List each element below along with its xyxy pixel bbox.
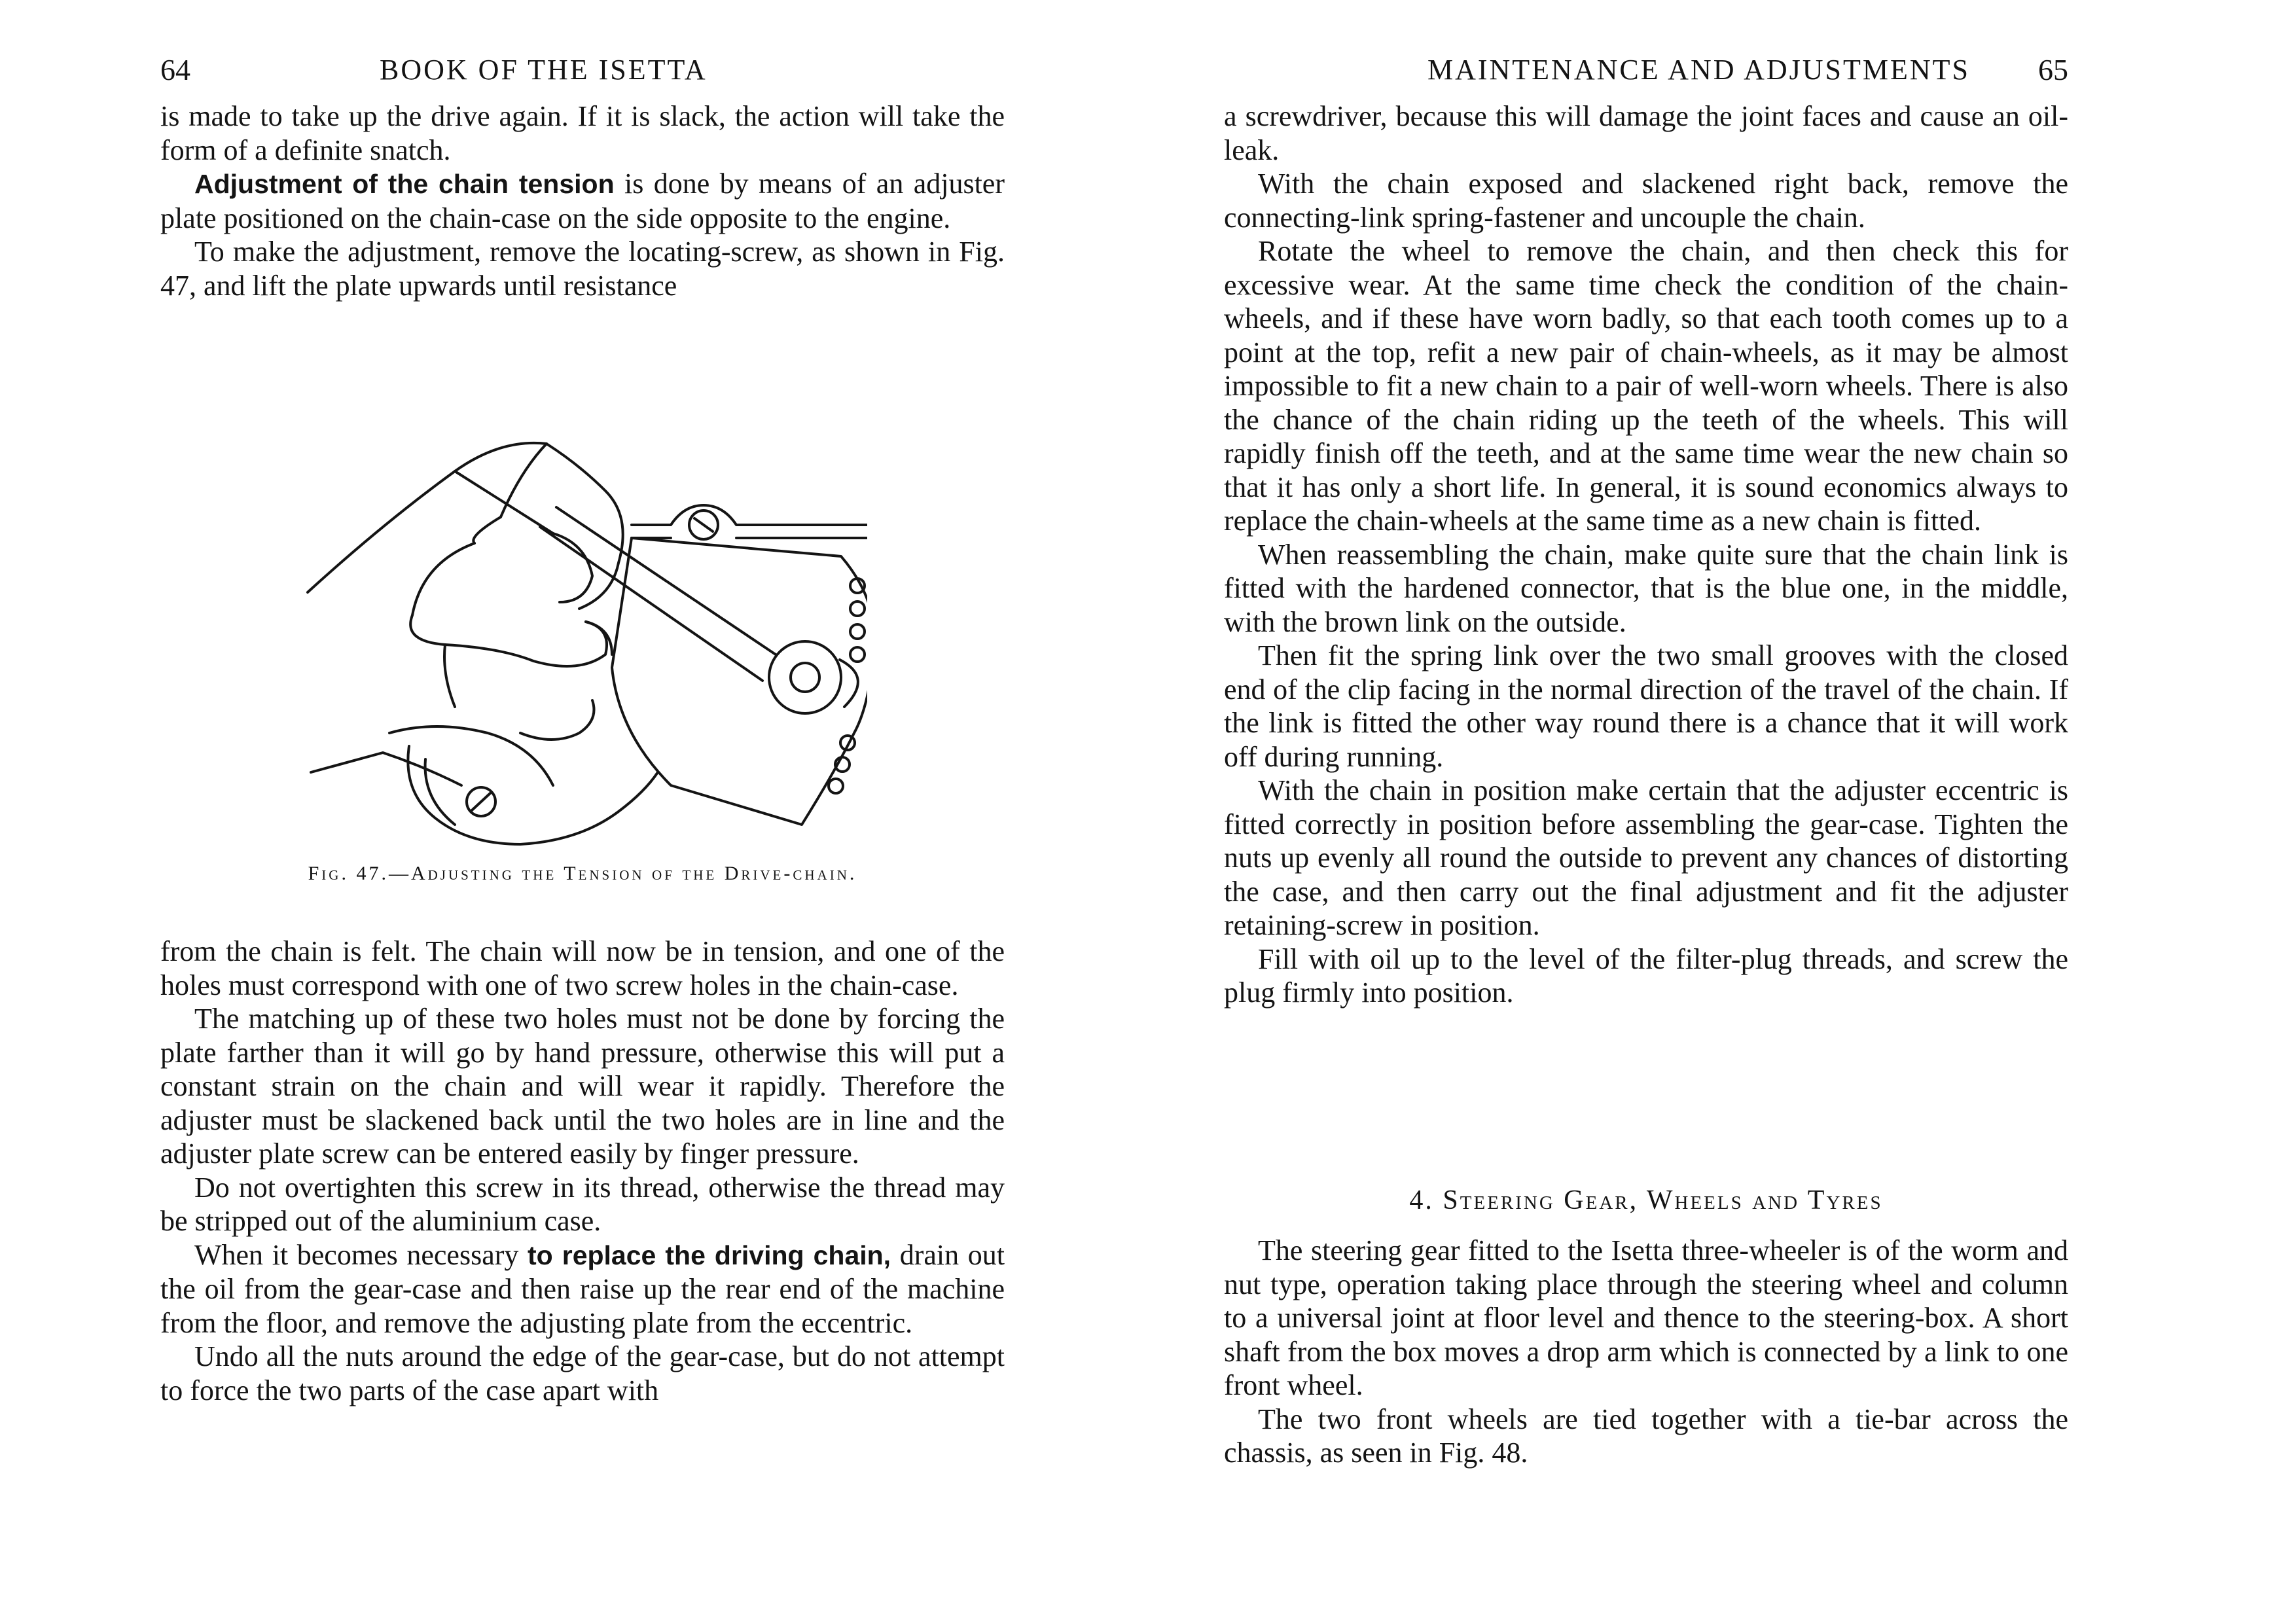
right-top-text bbox=[1224, 99, 2068, 1010]
paragraph: The steering gear fitted to the Isetta three-wheeler is of the worm and nut type, operation taking place through the steering wheel and column to a universal joint at floor level and thence to the steering-box. A short shaft from the box moves a drop arm which is connected by a link to one front wheel. bbox=[1224, 1234, 2068, 1401]
page-number: 65 bbox=[2038, 53, 2068, 86]
paragraph: When it becomes necessary to replace the driving chain, drain out the oil from the gear-case and then raise up the rear end of the machine from the floor, and remove the adjusting plate from the eccentric. bbox=[160, 1238, 1005, 1339]
left-bottom-text bbox=[160, 935, 1005, 1407]
paragraph: With the chain exposed and slackened right back, remove the connecting-link spring-fastener and uncouple the chain. bbox=[1224, 168, 2068, 234]
paragraph: Adjustment of the chain tension is done by means of an adjuster plate positioned on the chain-case on the side opposite to the engine. bbox=[160, 168, 1005, 234]
paragraph: To make the adjustment, remove the locating-screw, as shown in Fig. 47, and lift the plate upwards until resistance bbox=[160, 236, 1005, 302]
running-head: BOOK OF THE ISETTA bbox=[380, 54, 708, 86]
right-section-text bbox=[1224, 1234, 2068, 1470]
left-top-text bbox=[160, 99, 1005, 302]
paragraph: With the chain in position make certain that the adjuster eccentric is fitted correctly in position before assembling the gear-case. Tighten the nuts up evenly all round the outside to prevent any chances of distorting the case, and then carry out the final adjustment and fit the adjuster retaining-screw in position. bbox=[1224, 774, 2068, 941]
paragraph: The two front wheels are tied together with a tie-bar across the chassis, as seen in Fig. 48. bbox=[1224, 1403, 2068, 1469]
paragraph: Undo all the nuts around the edge of the gear-case, but do not attempt to force the two parts of the case apart with bbox=[160, 1340, 1005, 1406]
section-heading: 4. Steering Gear, Wheels and Tyres bbox=[1409, 1185, 1883, 1215]
bold-term: to replace the driving chain, bbox=[528, 1240, 891, 1270]
paragraph: from the chain is felt. The chain will now be in tension, and one of the holes must correspond with one of two screw holes in the chain-case. bbox=[160, 935, 1005, 1001]
paragraph: Rotate the wheel to remove the chain, and then check this for excessive wear. At the same time check the condition of the chain-wheels, and if these have worn badly, so that each tooth comes up to a point at the top, refit a new pair of chain-wheels, as it may be almost impossible to fit a new chain to a pair of well-worn wheels. There is also the chance of the chain riding up the teeth of the wheels. This will rapidly finish off the teeth, and at the same time wear the new chain so that it has only a short life. In general, it is sound economics always to replace the chain-wheels at the same time as a new chain is fitted. bbox=[1224, 235, 2068, 537]
paragraph: Then fit the spring link over the two small grooves with the closed end of the clip facing in the normal direction of the travel of the chain. If the link is fitted the other way round there is a chance that it will work off during running. bbox=[1224, 639, 2068, 773]
paragraph: is made to take up the drive again. If it is slack, the action will take the form of a definite snatch. bbox=[160, 100, 1005, 166]
bold-term: Adjustment of the chain tension bbox=[194, 169, 615, 199]
paragraph: Do not overtighten this screw in its thread, otherwise the thread may be stripped out of the aluminium case. bbox=[160, 1171, 1005, 1237]
page-number: 64 bbox=[160, 53, 190, 86]
paragraph: When reassembling the chain, make quite sure that the chain link is fitted with the hardened connector, that is the blue one, in the middle, with the brown link on the outside. bbox=[1224, 538, 2068, 638]
running-head: MAINTENANCE AND ADJUSTMENTS bbox=[1427, 54, 1970, 86]
figure-caption: Fig. 47.—Adjusting the Tension of the Drive-chain. bbox=[308, 863, 857, 884]
paragraph: Fill with oil up to the level of the filter-plug threads, and screw the plug firmly into position. bbox=[1224, 942, 2068, 1009]
figure-47-illustration bbox=[304, 367, 867, 851]
right-page-header bbox=[1224, 47, 2068, 93]
paragraph: a screwdriver, because this will damage the joint faces and cause an oil-leak. bbox=[1224, 100, 2068, 166]
paragraph: The matching up of these two holes must not be done by forcing the plate farther than it will go by hand pressure, otherwise this will put a constant strain on the chain and will wear it rapidly. Therefore the adjuster must be slackened back until the two holes are in line and the adjuster plate screw can be entered easily by finger pressure. bbox=[160, 1003, 1005, 1170]
left-page-header bbox=[160, 47, 1005, 93]
